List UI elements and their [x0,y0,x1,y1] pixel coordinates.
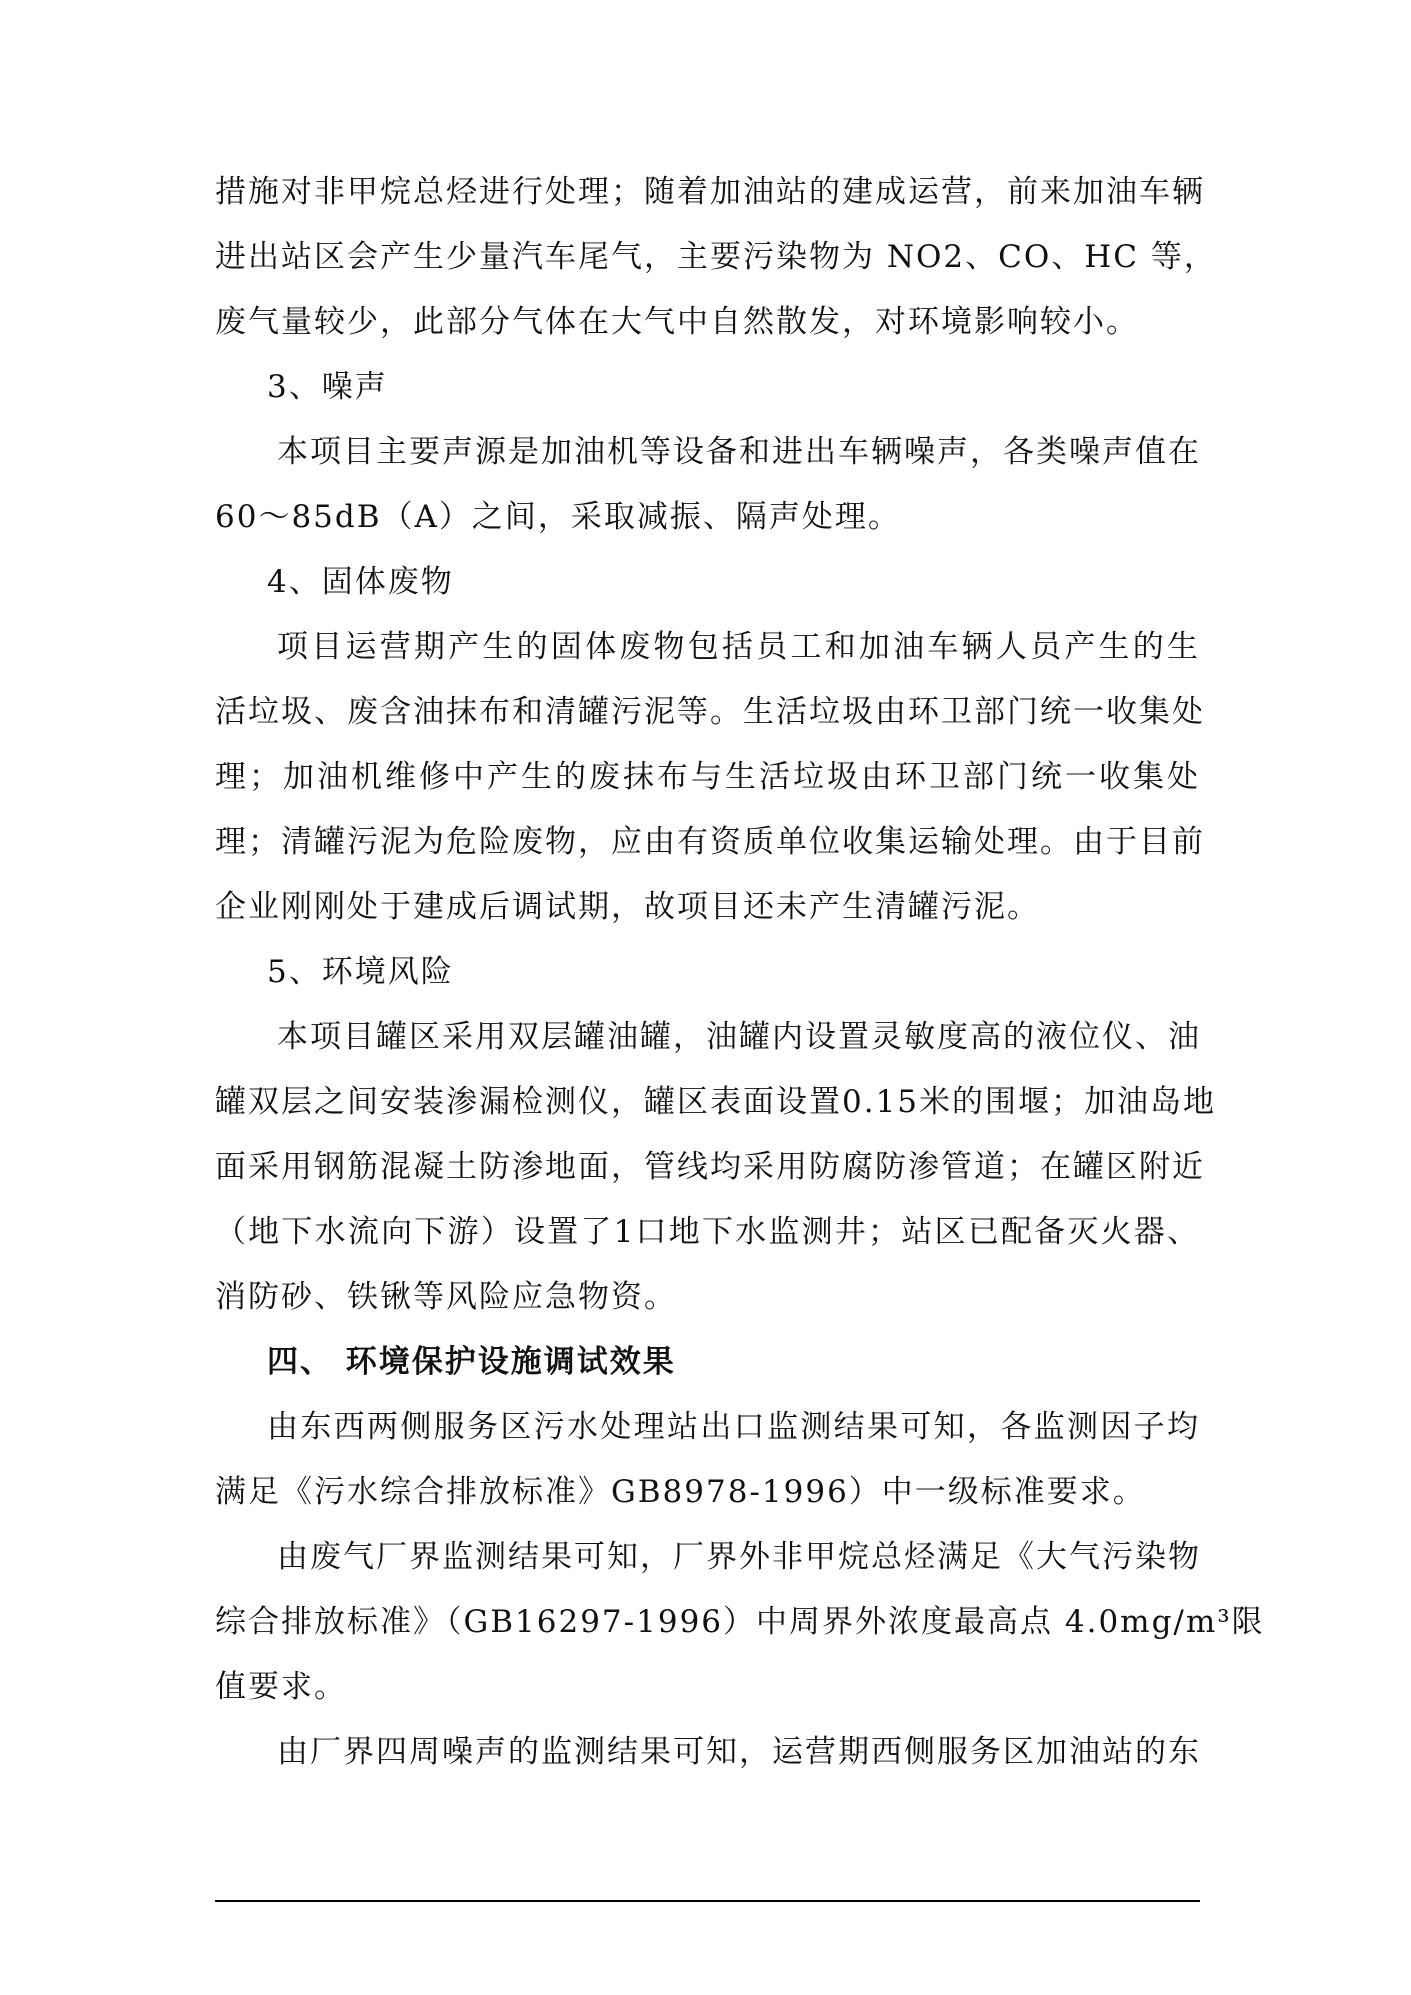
paragraph-line: 值要求。 [215,1669,347,1705]
paragraph-line: 本项目罐区采用双层罐油罐，油罐内设置灵敏度高的液位仪、油 [277,1019,1201,1055]
paragraph-line: 罐双层之间安装渗漏检测仪，罐区表面设置0.15米的围堰；加油岛地 [215,1084,1217,1120]
paragraph-line: 进出站区会产生少量汽车尾气，主要污染物为 NO2、CO、HC 等， [215,239,1217,275]
section-heading-noise: 3、噪声 [267,369,388,405]
paragraph-line: 项目运营期产生的固体废物包括员工和加油车辆人员产生的生 [277,629,1200,665]
paragraph-line: 措施对非甲烷总烃进行处理；随着加油站的建成运营，前来加油车辆 [215,174,1205,210]
paragraph-line: 由厂界四周噪声的监测结果可知，运营期西侧服务区加油站的东 [277,1734,1201,1770]
paragraph-line: 企业刚刚处于建成后调试期，故项目还未产生清罐污泥。 [215,889,1040,925]
paragraph-line: 废气量较少，此部分气体在大气中自然散发，对环境影响较小。 [215,304,1139,340]
paragraph-line: 理；清罐污泥为危险废物，应由有资质单位收集运输处理。由于目前 [215,824,1205,860]
paragraph-line: 满足《污水综合排放标准》GB8978-1996）中一级标准要求。 [215,1474,1146,1510]
document-body [215,160,1265,1785]
paragraph-line: 由废气厂界监测结果可知，厂界外非甲烷总烃满足《大气污染物 [277,1539,1201,1575]
paragraph-line: 活垃圾、废含油抹布和清罐污泥等。生活垃圾由环卫部门统一收集处 [215,694,1205,730]
paragraph-line: 消防砂、铁锹等风险应急物资。 [215,1279,677,1315]
footer-divider [215,1900,1200,1902]
paragraph-line: 面采用钢筋混凝土防渗地面，管线均采用防腐防渗管道；在罐区附近 [215,1149,1205,1185]
paragraph-line: 本项目主要声源是加油机等设备和进出车辆噪声，各类噪声值在 [277,434,1201,470]
paragraph-line: 理；加油机维修中产生的废抹布与生活垃圾由环卫部门统一收集处 [215,759,1200,795]
paragraph-line: 综合排放标准》（GB16297-1996）中周界外浓度最高点 4.0mg/m³限 [215,1604,1265,1640]
paragraph-line: 60～85dB（A）之间，采取减振、隔声处理。 [215,499,901,535]
section-heading-environmental-risk: 5、环境风险 [267,954,454,990]
section-heading-solid-waste: 4、固体废物 [267,564,454,600]
paragraph-line: （地下水流向下游）设置了1口地下水监测井；站区已配备灭火器、 [215,1214,1200,1250]
paragraph-line: 由东西两侧服务区污水处理站出口监测结果可知，各监测因子均 [267,1409,1200,1445]
section-heading-commissioning-results: 四、 环境保护设施调试效果 [267,1344,676,1380]
